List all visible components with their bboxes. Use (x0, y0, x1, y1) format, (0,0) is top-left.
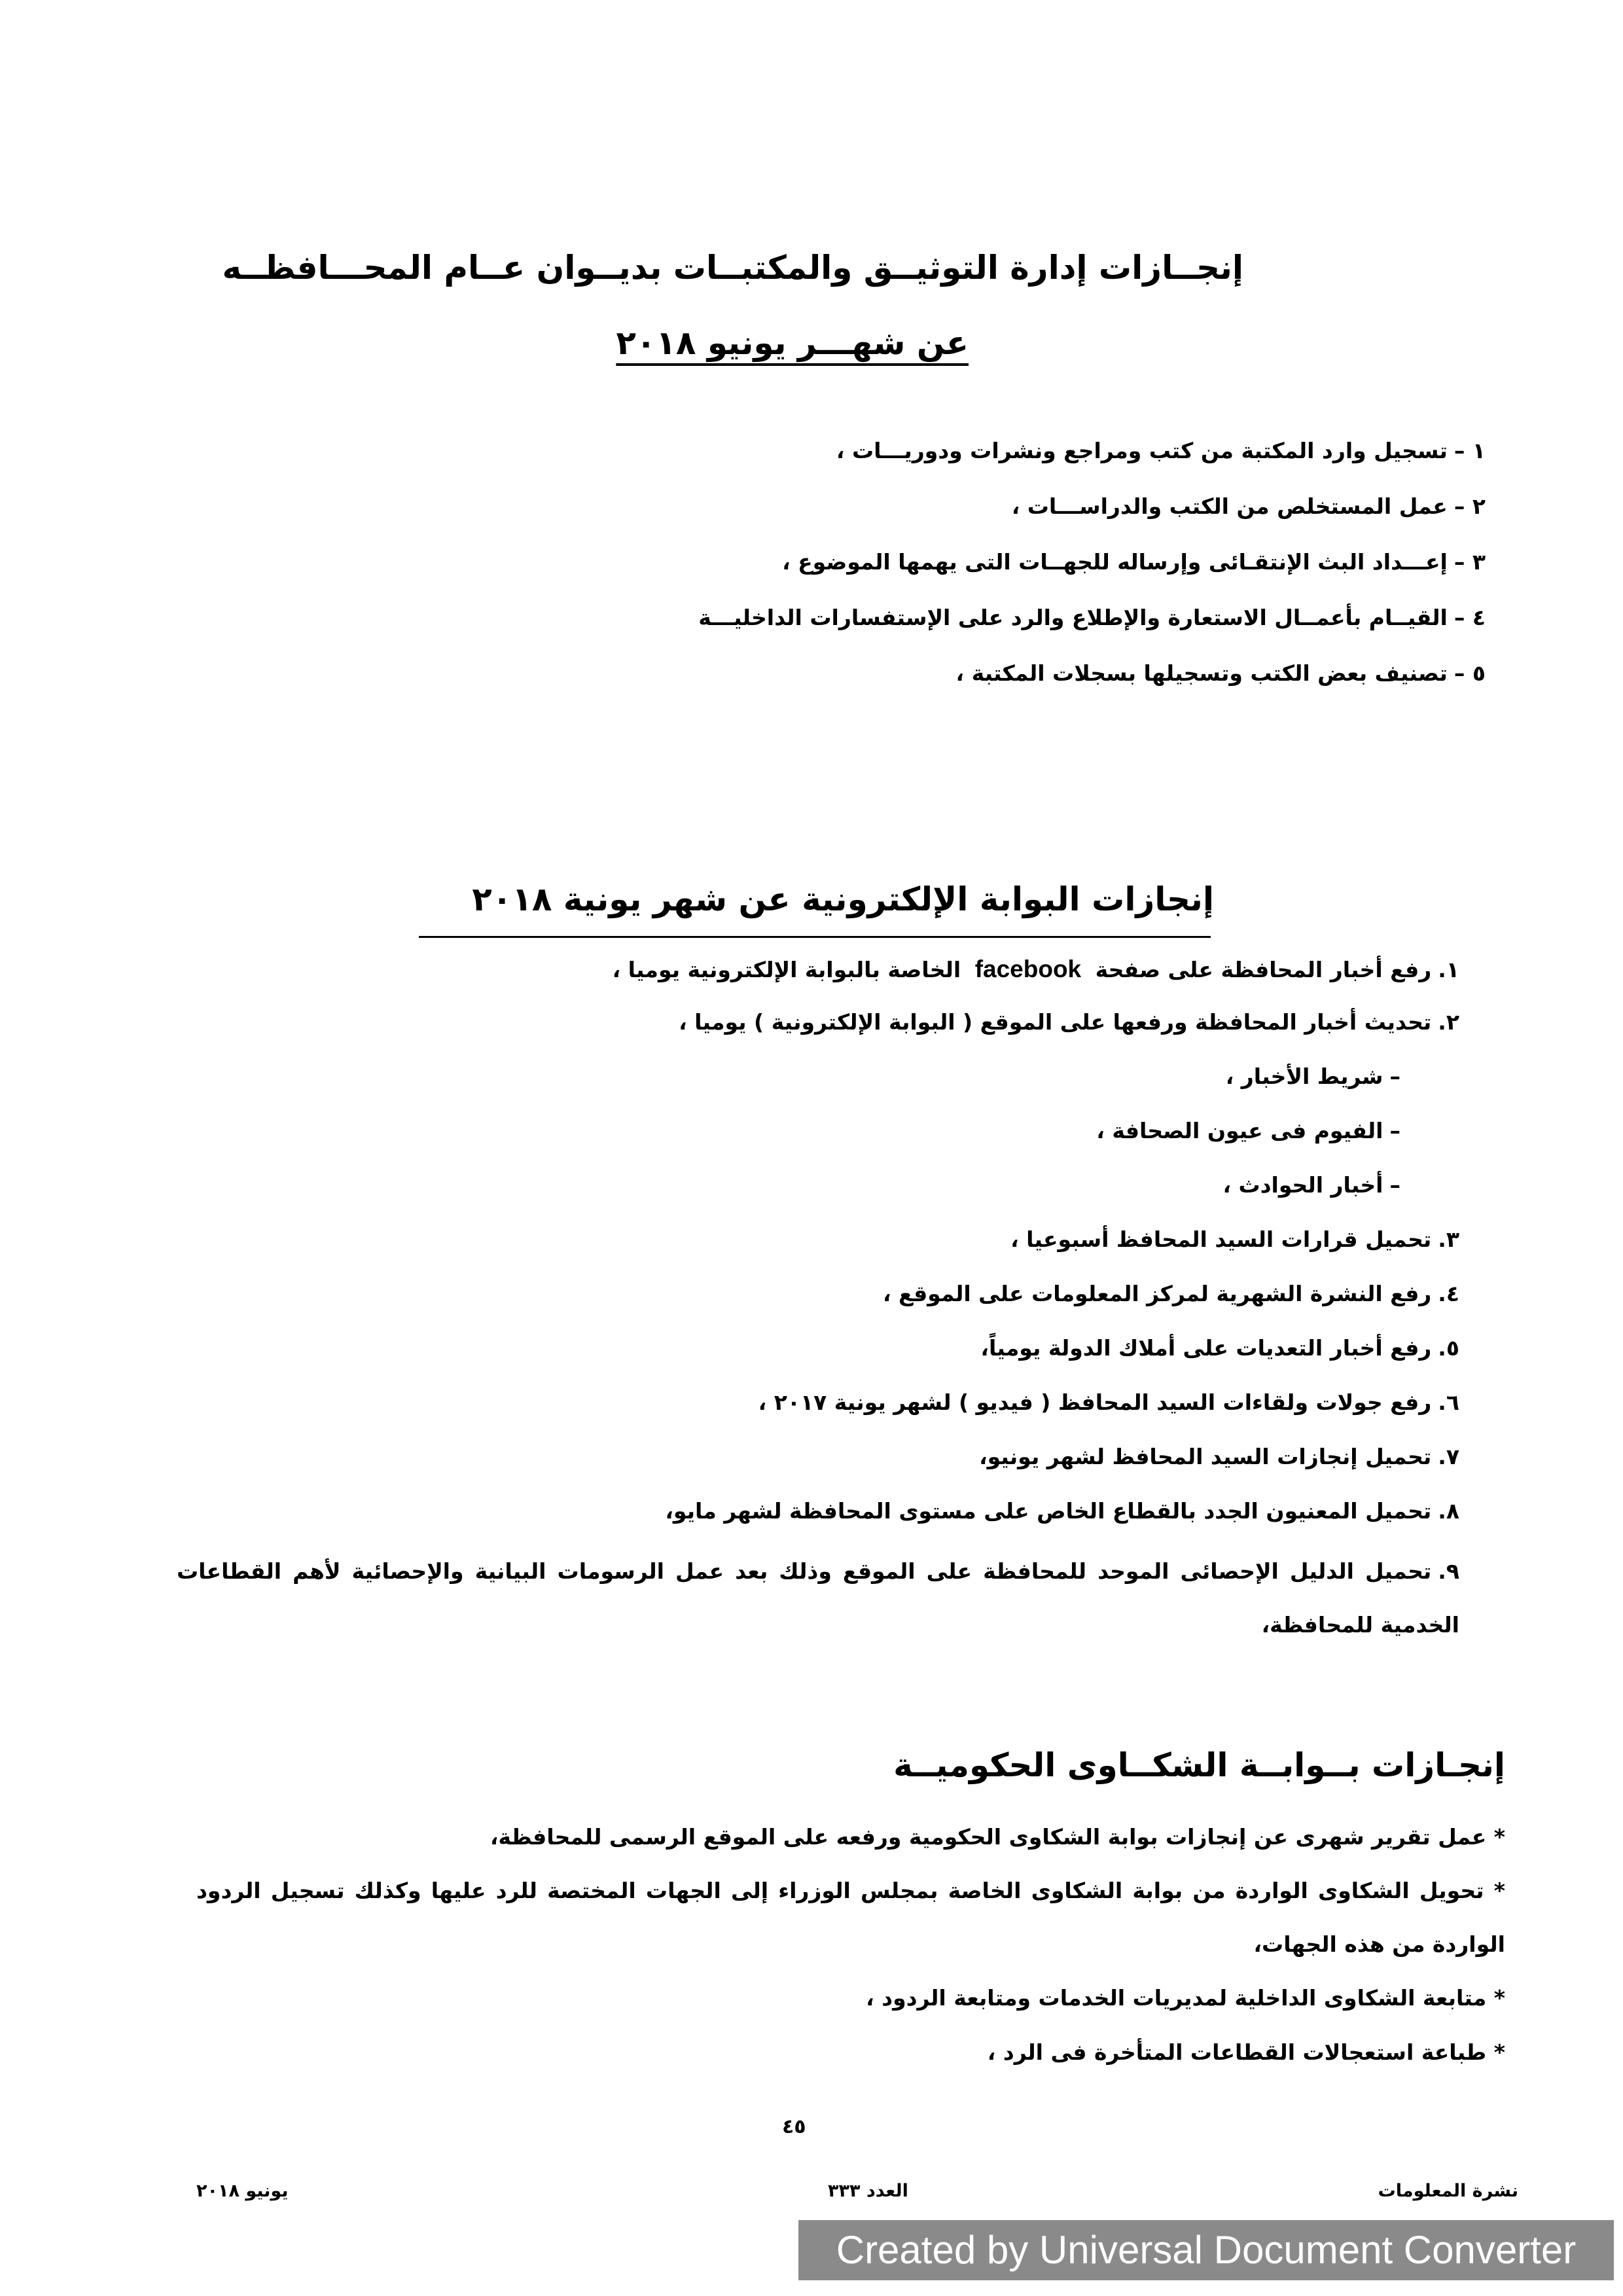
list-item: ٤ –القيــام بأعمــال الاستعارة والإطلاع والرد على الإستفسارات الداخليـــة (698, 605, 1486, 630)
list-item: * طباعة استعجالات القطاعات المتأخرة فى الرد ، (987, 2039, 1505, 2065)
list-item: ٣.تحميل قرارات السيد المحافظ أسبوعيا ، (1010, 1227, 1459, 1252)
section2-title: إنجازات البوابة الإلكترونية عن شهر يونية ٢٠١٨ (472, 880, 1214, 918)
list-item: ٥.رفع أخبار التعديات على أملاك الدولة يومياً، (980, 1335, 1459, 1361)
converter-watermark: Created by Universal Document Converter (798, 2220, 1614, 2280)
footer-issue: العدد ٣٣٣ (828, 2181, 908, 2201)
list-item: ٥ –تصنيف بعض الكتب وتسجيلها بسجلات المكتبة ، (955, 660, 1486, 686)
list-item: * متابعة الشكاوى الداخلية لمديريات الخدمات ومتابعة الردود ، (866, 1985, 1505, 2011)
page-number: ٤٥ (782, 2115, 806, 2138)
section3-title: إنجـازات بــوابــة الشكــاوى الحكوميــة (893, 1746, 1505, 1784)
sub-list-item: –شريط الأخبار ، (1225, 1064, 1400, 1089)
list-item: * تحويل الشكاوى الواردة من بوابة الشكاوى الخاصة بمجلس الوزراء إلى الجهات المختصة للرد عليها وكذلك تسجيل الردود الواردة من هذه الجهات، (196, 1878, 1505, 1957)
sub-list-item: –الفيوم فى عيون الصحافة ، (1096, 1118, 1400, 1143)
list-item: ٩.تحميل الدليل الإحصائى الموحد للمحافظة على الموقع وذلك بعد عمل الرسومات البيانية والإحصائية لأهم القطاعات الخدمية للمحافظة، (177, 1558, 1459, 1638)
list-item: * عمل تقرير شهرى عن إنجازات بوابة الشكاوى الحكومية ورفعه على الموقع الرسمى للمحافظة، (490, 1824, 1505, 1850)
facebook-label: facebook (974, 956, 1082, 982)
list-item: ١.رفع أخبار المحافظة على صفحة facebook الخاصة بالبوابة الإلكترونية يوميا ، (612, 956, 1459, 982)
list-item: ٢ –عمل المستخلص من الكتب والدراســـات ، (1011, 493, 1486, 519)
footer-date: يونيو ٢٠١٨ (196, 2181, 289, 2201)
section1-subtitle: عن شهـــر يونيو ٢٠١٨ (616, 324, 969, 362)
section1-title: إنجــازات إدارة التوثيــق والمكتبــات بديــوان عــام المحـــافظــه (222, 249, 1243, 287)
sub-list-item: –أخبار الحوادث ، (1222, 1172, 1400, 1198)
list-item: ٦.رفع جولات ولقاءات السيد المحافظ ( فيديو ) لشهر يونية ٢٠١٧ ، (758, 1390, 1459, 1415)
list-item: ٧.تحميل إنجازات السيد المحافظ لشهر يونيو، (979, 1444, 1459, 1469)
list-item: ٣ –إعـــداد البث الإنتقـائى وإرساله للجهــات التى يهمها الموضوع ، (782, 549, 1486, 575)
list-item: ٨.تحميل المعنيون الجدد بالقطاع الخاص على مستوى المحافظة لشهر مايو، (665, 1498, 1459, 1524)
list-item: ٢.تحديث أخبار المحافظة ورفعها على الموقع ( البوابة الإلكترونية ) يوميا ، (679, 1009, 1459, 1035)
footer-publication: نشرة المعلومات (1378, 2181, 1518, 2201)
title-underline (419, 936, 1211, 938)
list-item: ٤.رفع النشرة الشهرية لمركز المعلومات على الموقع ، (883, 1281, 1459, 1306)
list-item: ١ –تسجيل وارد المكتبة من كتب ومراجع ونشرات ودوريـــات ، (836, 438, 1486, 463)
